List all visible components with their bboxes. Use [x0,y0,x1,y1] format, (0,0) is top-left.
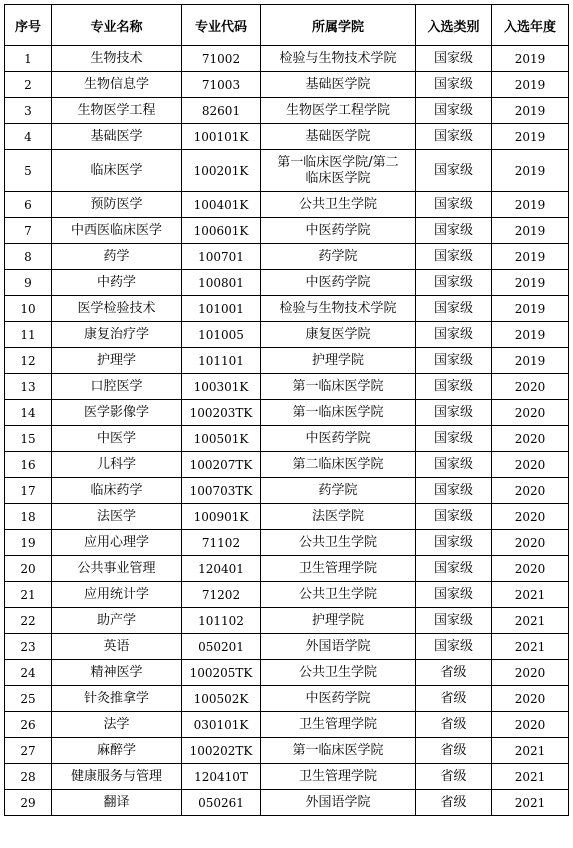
table-row [5,322,569,348]
cell-major-code: 100205TK [182,660,261,686]
cell-category: 省级 [416,686,492,712]
cell-major-code: 71002 [182,46,261,72]
cell-year: 2020 [492,556,569,582]
cell-no: 18 [5,504,52,530]
header-major-name: 专业名称 [52,5,182,46]
cell-year: 2019 [492,46,569,72]
cell-school: 公共卫生学院 [261,660,416,686]
table-row [5,400,569,426]
table-row [5,270,569,296]
cell-no: 25 [5,686,52,712]
cell-major-code: 100202TK [182,738,261,764]
cell-school: 护理学院 [261,348,416,374]
cell-major-name: 生物技术 [52,46,182,72]
cell-no: 1 [5,46,52,72]
table-row [5,426,569,452]
cell-major-code: 100501K [182,426,261,452]
cell-no: 2 [5,72,52,98]
cell-no: 9 [5,270,52,296]
cell-year: 2020 [492,400,569,426]
cell-major-name: 针灸推拿学 [52,686,182,712]
cell-major-name: 中西医临床医学 [52,218,182,244]
table-row [5,348,569,374]
cell-category: 国家级 [416,124,492,150]
cell-major-name: 中医学 [52,426,182,452]
cell-no: 29 [5,790,52,816]
cell-major-name: 口腔医学 [52,374,182,400]
cell-school: 基础医学院 [261,72,416,98]
cell-school-line: 临床医学院 [305,170,371,186]
cell-school: 第一临床医学院 [261,738,416,764]
cell-major-code: 100401K [182,192,261,218]
cell-category: 省级 [416,790,492,816]
cell-school: 基础医学院 [261,124,416,150]
cell-no: 23 [5,634,52,660]
cell-year: 2021 [492,764,569,790]
table-row [5,712,569,738]
cell-no: 4 [5,124,52,150]
cell-major-name: 应用心理学 [52,530,182,556]
table-row [5,530,569,556]
cell-major-code: 100207TK [182,452,261,478]
cell-school: 外国语学院 [261,634,416,660]
cell-major-code: 100601K [182,218,261,244]
cell-major-name: 临床药学 [52,478,182,504]
table-row [5,504,569,530]
header-school: 所属学院 [261,5,416,46]
cell-category: 国家级 [416,46,492,72]
cell-category: 国家级 [416,452,492,478]
majors-table [4,4,569,816]
cell-major-code: 050201 [182,634,261,660]
table-row [5,192,569,218]
cell-school: 卫生管理学院 [261,712,416,738]
cell-school: 卫生管理学院 [261,556,416,582]
table-row [5,556,569,582]
cell-year: 2019 [492,244,569,270]
header-row [5,5,569,46]
cell-no: 15 [5,426,52,452]
cell-no: 13 [5,374,52,400]
cell-year: 2019 [492,150,569,192]
cell-category: 国家级 [416,348,492,374]
cell-no: 22 [5,608,52,634]
cell-major-code: 100801 [182,270,261,296]
cell-no: 19 [5,530,52,556]
cell-major-code: 100701 [182,244,261,270]
cell-school: 第一临床医学院 [261,400,416,426]
table-row [5,296,569,322]
cell-no: 5 [5,150,52,192]
cell-major-name: 应用统计学 [52,582,182,608]
table-row [5,98,569,124]
table-row [5,374,569,400]
table-row [5,660,569,686]
cell-year: 2019 [492,348,569,374]
cell-category: 国家级 [416,150,492,192]
table-row [5,634,569,660]
cell-no: 21 [5,582,52,608]
cell-no: 26 [5,712,52,738]
cell-school: 药学院 [261,244,416,270]
cell-no: 7 [5,218,52,244]
cell-year: 2020 [492,426,569,452]
cell-school: 检验与生物技术学院 [261,46,416,72]
table-row [5,72,569,98]
cell-major-code: 100203TK [182,400,261,426]
cell-major-code: 101005 [182,322,261,348]
cell-year: 2020 [492,686,569,712]
cell-year: 2021 [492,738,569,764]
cell-year: 2021 [492,608,569,634]
cell-major-name: 医学检验技术 [52,296,182,322]
cell-school: 公共卫生学院 [261,530,416,556]
cell-major-code: 71102 [182,530,261,556]
cell-major-name: 生物医学工程 [52,98,182,124]
cell-year: 2019 [492,296,569,322]
cell-no: 20 [5,556,52,582]
cell-category: 国家级 [416,608,492,634]
cell-school: 中医药学院 [261,218,416,244]
cell-no: 12 [5,348,52,374]
cell-school: 中医药学院 [261,270,416,296]
cell-major-code: 030101K [182,712,261,738]
cell-no: 16 [5,452,52,478]
cell-major-name: 法学 [52,712,182,738]
cell-year: 2020 [492,660,569,686]
cell-category: 国家级 [416,72,492,98]
table-row [5,686,569,712]
cell-year: 2020 [492,504,569,530]
cell-major-code: 101101 [182,348,261,374]
cell-major-name: 英语 [52,634,182,660]
cell-school: 法医学院 [261,504,416,530]
cell-school: 药学院 [261,478,416,504]
cell-major-code: 101001 [182,296,261,322]
cell-major-name: 医学影像学 [52,400,182,426]
cell-school: 中医药学院 [261,426,416,452]
table-row [5,478,569,504]
cell-major-name: 预防医学 [52,192,182,218]
cell-major-code: 050261 [182,790,261,816]
cell-major-name: 临床医学 [52,150,182,192]
cell-category: 省级 [416,738,492,764]
cell-school: 第二临床医学院 [261,452,416,478]
cell-school: 检验与生物技术学院 [261,296,416,322]
cell-year: 2019 [492,124,569,150]
cell-category: 国家级 [416,504,492,530]
cell-category: 省级 [416,764,492,790]
cell-year: 2021 [492,790,569,816]
table-row [5,46,569,72]
header-year: 入选年度 [492,5,569,46]
cell-category: 国家级 [416,400,492,426]
table-row [5,608,569,634]
cell-school [261,150,416,192]
cell-major-code: 120401 [182,556,261,582]
cell-no: 28 [5,764,52,790]
cell-no: 17 [5,478,52,504]
header-major-code: 专业代码 [182,5,261,46]
cell-major-code: 100502K [182,686,261,712]
cell-major-name: 儿科学 [52,452,182,478]
cell-major-name: 公共事业管理 [52,556,182,582]
cell-category: 国家级 [416,530,492,556]
table-body [5,46,569,816]
cell-major-name: 基础医学 [52,124,182,150]
cell-major-code: 82601 [182,98,261,124]
cell-no: 27 [5,738,52,764]
table-row [5,764,569,790]
cell-no: 8 [5,244,52,270]
cell-major-name: 健康服务与管理 [52,764,182,790]
cell-category: 国家级 [416,296,492,322]
cell-major-name: 康复治疗学 [52,322,182,348]
table-row [5,124,569,150]
cell-category: 国家级 [416,426,492,452]
cell-major-name: 助产学 [52,608,182,634]
cell-school: 护理学院 [261,608,416,634]
table-row [5,218,569,244]
cell-category: 国家级 [416,244,492,270]
cell-major-code: 100703TK [182,478,261,504]
cell-major-code: 120410T [182,764,261,790]
cell-year: 2019 [492,322,569,348]
table-row [5,790,569,816]
cell-major-code: 100201K [182,150,261,192]
cell-major-name: 法医学 [52,504,182,530]
cell-school: 中医药学院 [261,686,416,712]
cell-major-code: 71003 [182,72,261,98]
header-category: 入选类别 [416,5,492,46]
cell-major-name: 生物信息学 [52,72,182,98]
cell-year: 2020 [492,374,569,400]
cell-category: 国家级 [416,478,492,504]
table-row [5,452,569,478]
table-row [5,150,569,192]
cell-no: 6 [5,192,52,218]
cell-year: 2019 [492,72,569,98]
cell-category: 国家级 [416,556,492,582]
cell-school: 公共卫生学院 [261,192,416,218]
cell-school: 第一临床医学院 [261,374,416,400]
cell-major-code: 100901K [182,504,261,530]
cell-year: 2020 [492,530,569,556]
cell-category: 国家级 [416,322,492,348]
cell-school: 康复医学院 [261,322,416,348]
cell-major-code: 101102 [182,608,261,634]
cell-category: 国家级 [416,582,492,608]
cell-major-code: 100301K [182,374,261,400]
cell-no: 10 [5,296,52,322]
header-no: 序号 [5,5,52,46]
cell-year: 2019 [492,270,569,296]
cell-category: 国家级 [416,98,492,124]
cell-category: 国家级 [416,374,492,400]
cell-major-name: 中药学 [52,270,182,296]
cell-category: 国家级 [416,192,492,218]
cell-school-line: 第一临床医学院/第二 [277,154,399,170]
table-row [5,244,569,270]
cell-category: 国家级 [416,270,492,296]
cell-school: 外国语学院 [261,790,416,816]
cell-category: 国家级 [416,634,492,660]
cell-year: 2019 [492,192,569,218]
cell-year: 2020 [492,478,569,504]
cell-school: 生物医学工程学院 [261,98,416,124]
table-row [5,582,569,608]
cell-category: 国家级 [416,218,492,244]
cell-school: 公共卫生学院 [261,582,416,608]
cell-major-name: 护理学 [52,348,182,374]
cell-year: 2019 [492,218,569,244]
cell-no: 11 [5,322,52,348]
cell-major-code: 100101K [182,124,261,150]
cell-category: 省级 [416,660,492,686]
table-row [5,738,569,764]
cell-major-name: 药学 [52,244,182,270]
cell-school: 卫生管理学院 [261,764,416,790]
cell-major-code: 71202 [182,582,261,608]
cell-year: 2020 [492,712,569,738]
cell-year: 2019 [492,98,569,124]
cell-major-name: 麻醉学 [52,738,182,764]
cell-year: 2020 [492,452,569,478]
cell-category: 省级 [416,712,492,738]
cell-no: 14 [5,400,52,426]
cell-year: 2021 [492,634,569,660]
cell-major-name: 翻译 [52,790,182,816]
cell-no: 24 [5,660,52,686]
cell-year: 2021 [492,582,569,608]
cell-no: 3 [5,98,52,124]
cell-major-name: 精神医学 [52,660,182,686]
